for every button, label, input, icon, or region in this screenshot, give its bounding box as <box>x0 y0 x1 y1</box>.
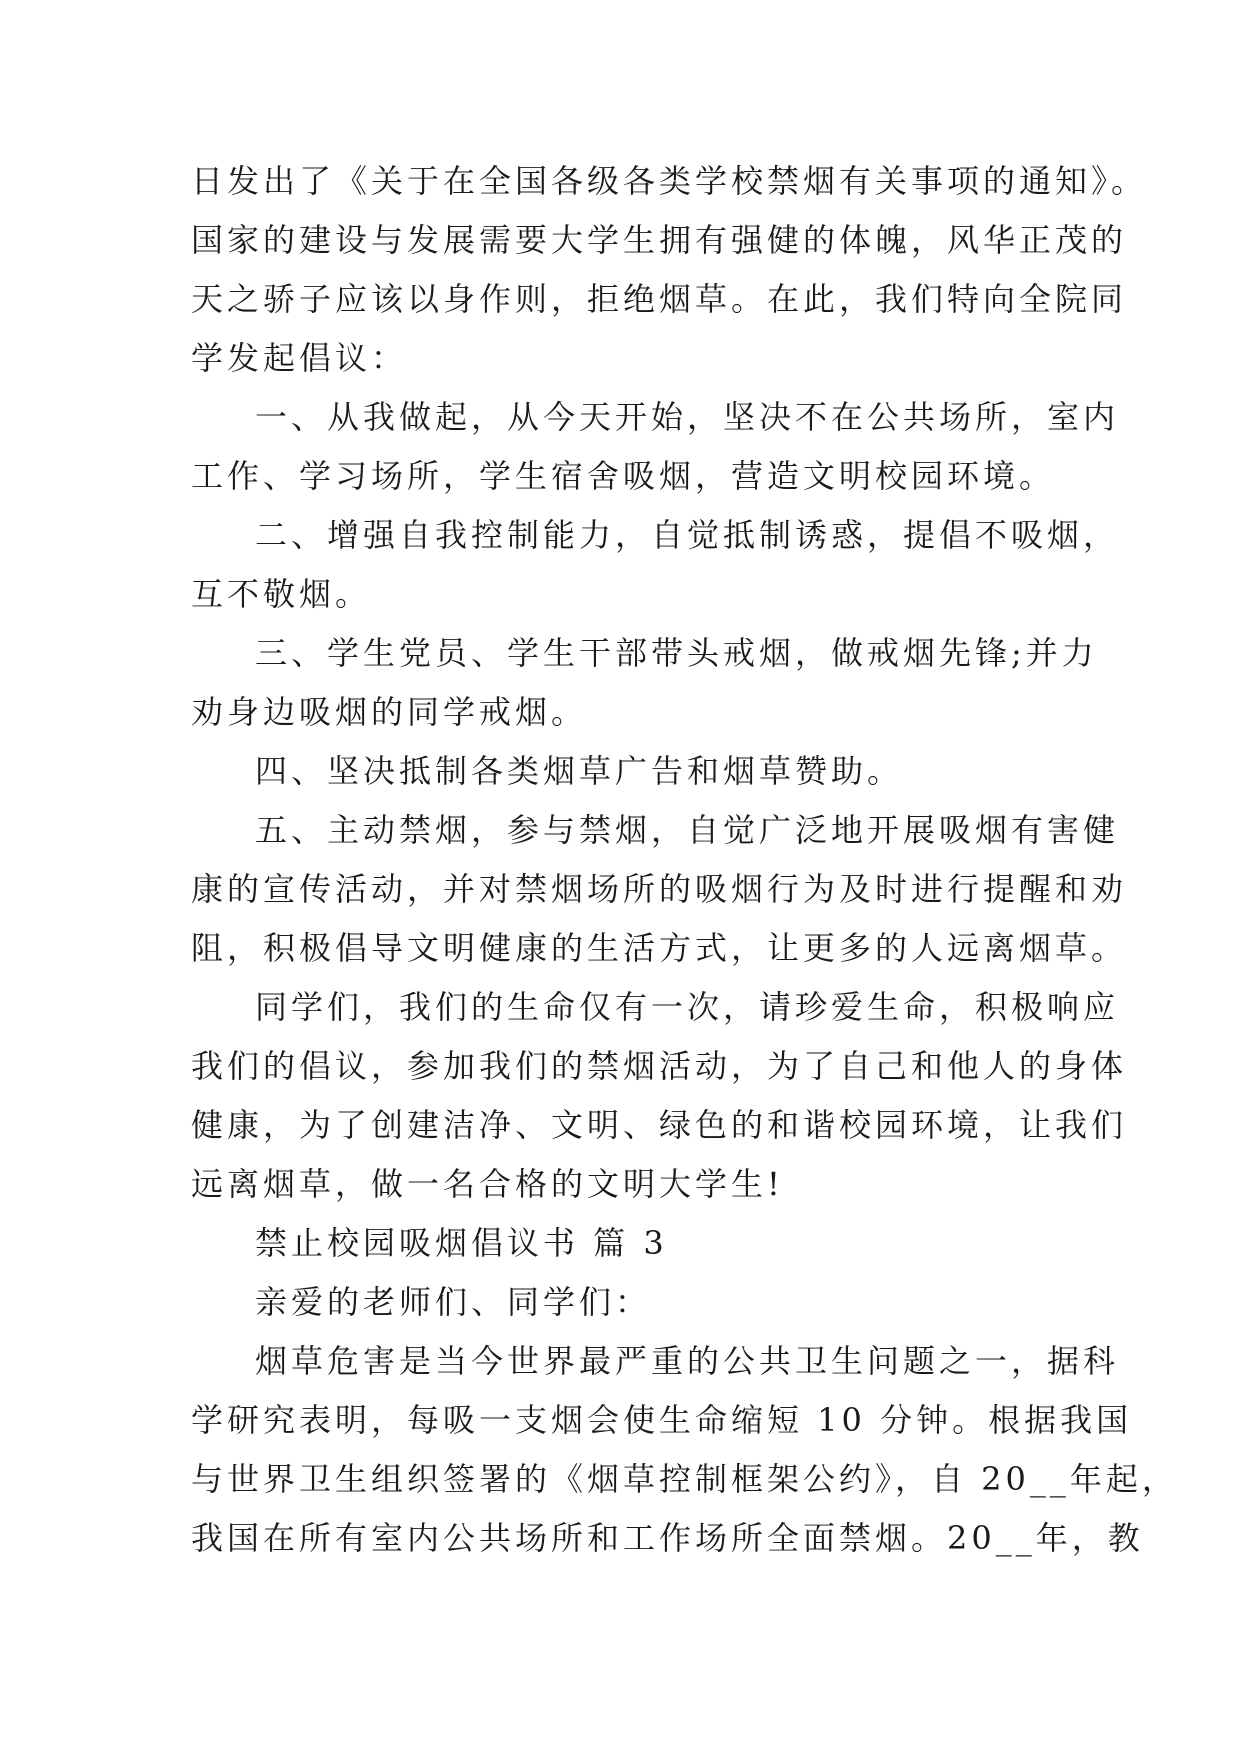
text-line: 远离烟草，做一名合格的文明大学生! <box>191 1165 784 1203</box>
text-line: 日发出了《关于在全国各级各类学校禁烟有关事项的通知》。 <box>191 162 1148 200</box>
section-heading: 禁止校园吸烟倡议书 篇 3 <box>255 1224 668 1262</box>
text-line: 健康，为了创建洁净、文明、绿色的和谐校园环境，让我们 <box>191 1106 1128 1144</box>
text-line: 劝身边吸烟的同学戒烟。 <box>191 693 588 731</box>
text-line: 天之骄子应该以身作则，拒绝烟草。在此，我们特向全院同 <box>191 280 1128 318</box>
text-line: 一、从我做起，从今天开始，坚决不在公共场所，室内 <box>255 398 1120 436</box>
text-line: 我国在所有室内公共场所和工作场所全面禁烟。20__年，教 <box>191 1519 1144 1557</box>
text-line: 工作、学习场所，学生宿舍吸烟，营造文明校园环境。 <box>191 457 1056 495</box>
text-line: 阻，积极倡导文明健康的生活方式，让更多的人远离烟草。 <box>191 929 1128 967</box>
text-line: 三、学生党员、学生干部带头戒烟，做戒烟先锋;并力 <box>255 634 1098 672</box>
text-line: 同学们，我们的生命仅有一次，请珍爱生命，积极响应 <box>255 988 1120 1026</box>
text-line: 二、增强自我控制能力，自觉抵制诱惑，提倡不吸烟， <box>255 516 1120 554</box>
text-line: 烟草危害是当今世界最严重的公共卫生问题之一，据科 <box>255 1342 1120 1380</box>
text-line: 四、坚决抵制各类烟草广告和烟草赞助。 <box>255 752 904 790</box>
document-body <box>191 152 1178 1568</box>
text-line: 我们的倡议，参加我们的禁烟活动，为了自己和他人的身体 <box>191 1047 1128 1085</box>
text-line: 学研究表明，每吸一支烟会使生命缩短 10 分钟。根据我国 <box>191 1401 1133 1439</box>
text-line: 五、主动禁烟，参与禁烟，自觉广泛地开展吸烟有害健 <box>255 811 1120 849</box>
salutation: 亲爱的老师们、同学们： <box>255 1283 652 1321</box>
text-line: 康的宣传活动，并对禁烟场所的吸烟行为及时进行提醒和劝 <box>191 870 1128 908</box>
text-line: 国家的建设与发展需要大学生拥有强健的体魄，风华正茂的 <box>191 221 1128 259</box>
text-line: 学发起倡议： <box>191 339 408 377</box>
text-line: 互不敬烟。 <box>191 575 372 613</box>
text-line: 与世界卫生组织签署的《烟草控制框架公约》，自 20__年起， <box>191 1460 1178 1498</box>
